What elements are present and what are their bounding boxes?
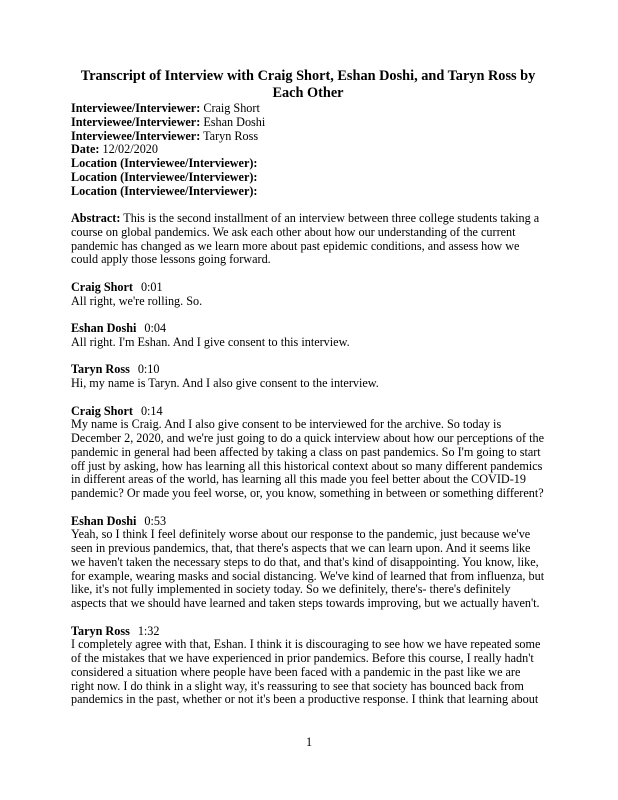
timestamp: 0:14 xyxy=(140,403,163,418)
transcript-turn xyxy=(71,322,545,350)
transcript-turn xyxy=(71,363,545,391)
metadata-value: Craig Short xyxy=(203,101,260,115)
abstract-label: Abstract: xyxy=(71,211,121,225)
metadata-line xyxy=(71,171,545,185)
turn-header xyxy=(71,363,545,377)
metadata-label: Date: xyxy=(71,142,100,157)
metadata-value: 12/02/2020 xyxy=(102,142,158,157)
timestamp: 0:01 xyxy=(140,279,163,294)
timestamp: 0:53 xyxy=(144,513,167,528)
document-title: Transcript of Interview with Craig Short, Eshan Doshi, and Taryn Ross by Each Other xyxy=(80,68,536,101)
metadata-label: Location (Interviewee/Interviewer): xyxy=(71,183,258,198)
turn-text: Yeah, so I think I feel definitely worse about our response to the pandemic, just because we've seen in previous pandemics, that, that there's aspects that we can learn upon. And it seems like we haven't taken the necessary steps to do that, and that's kind of disappointing. You know, like, for example, wearing masks and social distancing. We've kind of learned that from influenza, but like, it's not fully implemented in society today. So we definitely, there's- there's definitely aspects that we should have learned and taken steps towards improving, but we actually haven't. xyxy=(71,527,545,610)
metadata-label: Location (Interviewee/Interviewer): xyxy=(71,156,258,170)
turn-text: All right. I'm Eshan. And I give consent to this interview. xyxy=(71,334,350,349)
turn-header xyxy=(71,405,545,419)
metadata-value: Taryn Ross xyxy=(203,128,259,143)
page-number: 1 xyxy=(305,735,313,749)
speaker-name: Taryn Ross xyxy=(71,623,130,638)
metadata-line xyxy=(71,185,545,199)
metadata-block xyxy=(71,102,545,198)
abstract-paragraph xyxy=(71,212,545,267)
metadata-label: Interviewee/Interviewer: xyxy=(71,114,201,129)
turn-header xyxy=(71,515,545,529)
turn-text: All right, we're rolling. So. xyxy=(71,293,203,308)
metadata-value: Eshan Doshi xyxy=(203,114,266,129)
metadata-label: Interviewee/Interviewer: xyxy=(71,128,201,143)
metadata-line xyxy=(71,130,545,144)
speaker-name: Craig Short xyxy=(71,279,133,294)
speaker-name: Taryn Ross xyxy=(71,362,130,377)
metadata-line xyxy=(71,116,545,130)
metadata-label: Location (Interviewee/Interviewer): xyxy=(71,169,258,184)
turn-header xyxy=(71,281,545,295)
turn-text: Hi, my name is Taryn. And I also give consent to the interview. xyxy=(71,376,379,390)
turn-header xyxy=(71,322,545,336)
metadata-line xyxy=(71,157,545,171)
timestamp: 1:32 xyxy=(137,623,160,638)
turn-text: My name is Craig. And I also give consent to be interviewed for the archive. So today is December 2, 2020, and we're just going to do a quick interview about how our perceptions of the pandemic in general had been affected by taking a class on past pandemics. So I'm going to start off just by asking, how has learning all this historical context about so many different pandemics in different areas of the world, has learning all this made you feel better about the COVID-19 pandemic? Or made you feel worse, or, you know, something in between or something different? xyxy=(71,417,544,500)
timestamp: 0:04 xyxy=(144,321,167,335)
transcript-turn xyxy=(71,625,545,708)
transcript-body xyxy=(71,281,545,707)
speaker-name: Craig Short xyxy=(71,403,133,418)
abstract-text: This is the second installment of an interview between three college students taking a course on global pandemics. We ask each other about how our understanding of the current pandemic has changed as we learn more about past epidemic conditions, and assess how we could apply those lessons going forward. xyxy=(71,211,540,267)
metadata-label: Interviewee/Interviewer: xyxy=(71,101,201,115)
transcript-turn xyxy=(71,515,545,611)
metadata-line xyxy=(71,102,545,116)
metadata-line xyxy=(71,143,545,157)
speaker-name: Eshan Doshi xyxy=(71,513,137,528)
turn-header xyxy=(71,625,545,639)
turn-text: I completely agree with that, Eshan. I think it is discouraging to see how we have repeated some of the mistakes that we have experienced in prior pandemics. Before this course, I really hadn't considered a situation where people have been faced with a pandemic in the past like we are right now. I do think in a slight way, it's reassuring to see that society has bounced back from pandemics in the past, whether or not it's been a productive response. I think that learning about xyxy=(71,637,541,707)
transcript-turn xyxy=(71,281,545,309)
speaker-name: Eshan Doshi xyxy=(71,321,137,335)
transcript-turn xyxy=(71,405,545,501)
timestamp: 0:10 xyxy=(137,362,160,377)
